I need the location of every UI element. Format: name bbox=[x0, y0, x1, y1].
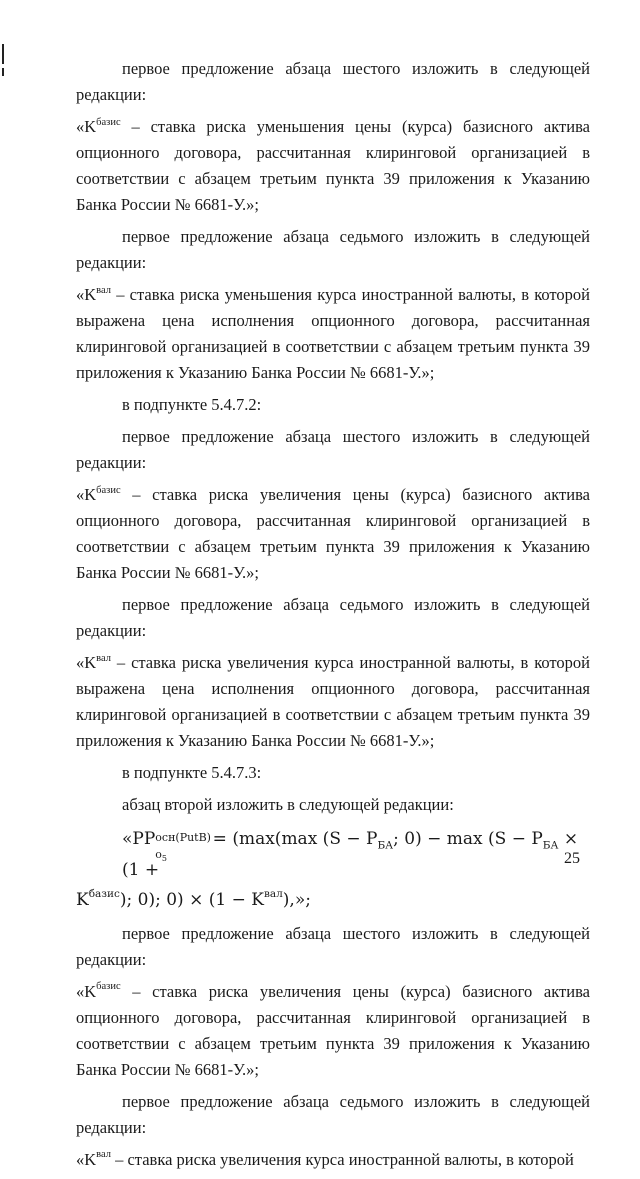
k-superscript: вал bbox=[96, 284, 111, 296]
page-number: 25 bbox=[564, 850, 580, 867]
definition-text: – ставка риска увеличения цены (курса) базисного актива опционного договора, рассчитанная клиринговой организацией в соответствии с абзацем третьим пункта 39 приложения к Указанию Банка России № 6681-У.»; bbox=[76, 485, 590, 582]
formula-k1-sup: базис bbox=[88, 887, 120, 900]
definition-paragraph bbox=[76, 482, 590, 586]
formula-line-1 bbox=[76, 824, 590, 885]
definition-text: – ставка риска увеличения цены (курса) базисного актива опционного договора, рассчитанная клиринговой организацией в соответствии с абзацем третьим пункта 39 приложения к Указанию Банка России № 6681-У.»; bbox=[76, 981, 590, 1079]
formula-part-1b: ; 0) − max (S − P bbox=[393, 829, 543, 849]
formula-part-1: = (max(max (S − P bbox=[207, 829, 378, 849]
formula-line-2 bbox=[76, 885, 590, 915]
definition-paragraph bbox=[76, 114, 590, 218]
k-symbol: «K bbox=[76, 117, 97, 136]
margin-mark-bottom bbox=[2, 68, 4, 76]
formula-pp-sub bbox=[155, 840, 167, 870]
definition-text: – ставка риска увеличения курса иностранной валюты, в которой bbox=[110, 1149, 574, 1169]
definition-paragraph bbox=[76, 650, 590, 754]
definition-text: – ставка риска увеличения курса иностранной валюты, в которой выражена цена исполнения опционного договора, рассчитанная клиринговой организацией в соответствии с абзацем третьим пункта 39 приложения к Указанию Банка России № 6681-У.»; bbox=[76, 653, 590, 750]
document-body bbox=[76, 56, 590, 1179]
paragraph: в подпункте 5.4.7.2: bbox=[122, 395, 262, 414]
formula-part-1c: × (1 + bbox=[122, 829, 579, 880]
paragraph: первое предложение абзаца шестого изложить в следующей редакции: bbox=[76, 427, 590, 472]
formula-k2-sup: вал bbox=[263, 887, 283, 900]
formula-pp-sup: осн(PutB) bbox=[155, 830, 211, 844]
k-symbol: «K bbox=[76, 285, 97, 304]
definition-text: – ставка риска уменьшения курса иностранной валюты, в которой выражена цена исполнения опционного договора, рассчитанная клиринговой организацией в соответствии с абзацем третьим пункта 39 приложения к Указанию Банка России № 6681-У.»; bbox=[76, 285, 590, 382]
k-symbol: «K bbox=[76, 1149, 97, 1169]
definition-paragraph bbox=[76, 979, 590, 1083]
paragraph: первое предложение абзаца шестого изложить в следующей редакции: bbox=[76, 59, 590, 104]
k-superscript: базис bbox=[96, 981, 121, 992]
definition-paragraph bbox=[76, 282, 590, 386]
paragraph: первое предложение абзаца шестого изложить в следующей редакции: bbox=[76, 923, 590, 969]
k-superscript: вал bbox=[96, 652, 111, 664]
formula-ba-1: БА bbox=[377, 839, 394, 852]
formula-sub-sub: 5 bbox=[161, 853, 167, 863]
paragraph: абзац второй изложить в следующей редакции: bbox=[122, 795, 454, 814]
formula-part-2a: ); 0); 0) × (1 − K bbox=[119, 889, 264, 910]
paragraph: в подпункте 5.4.7.3: bbox=[122, 763, 262, 782]
formula-sub-base: o bbox=[155, 847, 162, 861]
margin-mark-top bbox=[2, 44, 4, 64]
definition-paragraph bbox=[76, 1147, 590, 1173]
formula-part-2b: ),»; bbox=[282, 889, 311, 910]
paragraph: первое предложение абзаца седьмого изложить в следующей редакции: bbox=[76, 1091, 590, 1137]
formula-pp: «PP bbox=[122, 829, 156, 849]
k-superscript: вал bbox=[96, 1149, 111, 1160]
definition-text: – ставка риска уменьшения цены (курса) базисного актива опционного договора, рассчитанная клиринговой организацией в соответствии с абзацем третьим пункта 39 приложения к Указанию Банка России № 6681-У.»; bbox=[76, 117, 590, 214]
k-symbol: «K bbox=[76, 653, 97, 672]
formula bbox=[76, 824, 590, 915]
formula-pp-indices bbox=[155, 825, 211, 863]
formula-k1: K bbox=[76, 889, 89, 910]
k-symbol: «K bbox=[76, 485, 97, 504]
k-superscript: базис bbox=[96, 116, 121, 128]
paragraph: первое предложение абзаца седьмого изложить в следующей редакции: bbox=[76, 227, 590, 272]
paragraph: первое предложение абзаца седьмого изложить в следующей редакции: bbox=[76, 595, 590, 640]
k-symbol: «K bbox=[76, 981, 97, 1001]
formula-ba-2: БА bbox=[542, 839, 559, 852]
k-superscript: базис bbox=[96, 484, 121, 496]
